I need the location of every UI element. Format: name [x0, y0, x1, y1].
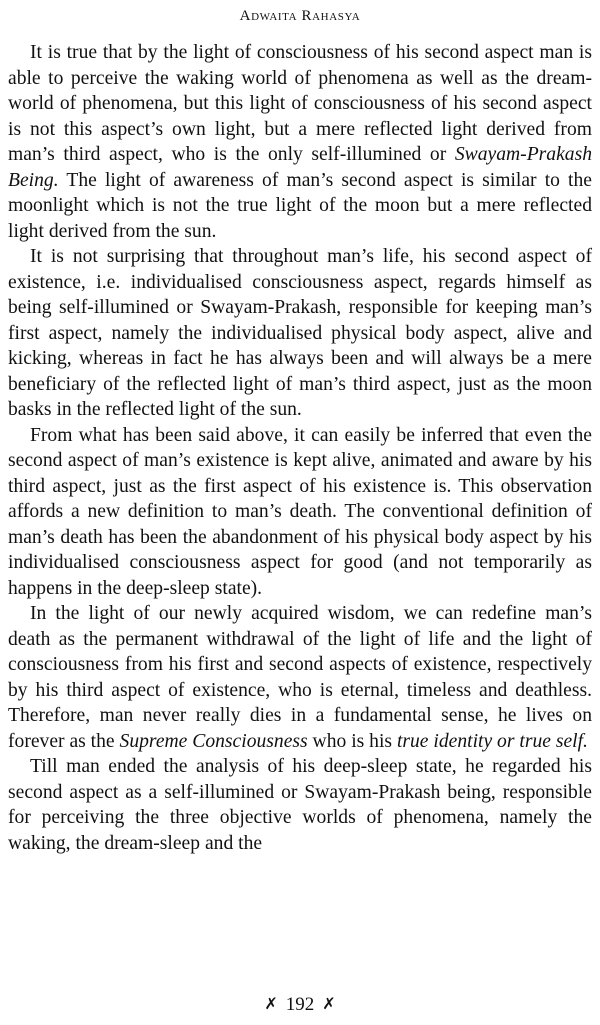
italic-term: Supreme Consciousness [119, 730, 308, 752]
text-run: It is not surprising that throughout man’s life, his second aspect of existence, i.e. individualised consciousness aspect, regards himself as being self-illumined or Swayam-Prakash, responsible for keeping man’s first aspect, namely the individualised physical body aspect, alive and kicking, whereas in fact he has always been and will always be a mere beneficiary of the reflected light of man’s third aspect, just as the moon basks in the reflected light of the sun. [8, 246, 592, 420]
paragraph [8, 754, 592, 856]
italic-term: true identity or true self. [396, 730, 588, 752]
text-run: In the light of our newly acquired wisdom, we can redefine man’s death as the permanent withdrawal of the light of life and the light of consciousness from his first and second aspects of existence, respectively by his third aspect of existence, who is eternal, timeless and deathless. Therefore, man never really dies in a fundamental sense, he lives on forever as the [8, 603, 592, 752]
text-run: Till man ended the analysis of his deep-sleep state, he regarded his second aspect as a self-illumined or Swayam-Prakash being, responsible for perceiving the three objective worlds of phenomena, namely the waking, the dream-sleep and the [8, 756, 592, 854]
page-footer [0, 993, 600, 1017]
running-head: Adwaita Rahasya [239, 8, 361, 24]
page-number: 192 [285, 994, 315, 1015]
paragraph [8, 423, 592, 602]
ornament-icon: ✗ [322, 996, 336, 1013]
text-run: who is his [307, 730, 397, 752]
paragraph [8, 244, 592, 423]
text-run: It is true that by the light of consciousness of his second aspect man is able to perceive the waking world of phenomena as well as the dream-world of phenomena, but this light of consciousness of his second aspect is not this aspect’s own light, but a mere reflected light derived from man’s third aspect, who is the only self-illumined or [8, 42, 592, 165]
italic-term: Swayam-Prakash Being. [8, 144, 592, 191]
body-text [8, 40, 592, 856]
ornament-icon: ✗ [264, 996, 278, 1013]
paragraph [8, 601, 592, 754]
paragraph [8, 40, 592, 244]
text-run: The light of awareness of man’s second aspect is similar to the moonlight which is not the true light of the moon but a mere reflected light derived from the sun. [8, 169, 592, 242]
text-run: From what has been said above, it can easily be inferred that even the second aspect of man’s existence is kept alive, animated and aware by his third aspect, just as the first aspect of his existence is. This observation affords a new definition to man’s death. The conventional definition of man’s death has been the abandonment of his physical body aspect by his individualised consciousness aspect for good (and not temporarily as happens in the deep-sleep state). [8, 424, 592, 599]
